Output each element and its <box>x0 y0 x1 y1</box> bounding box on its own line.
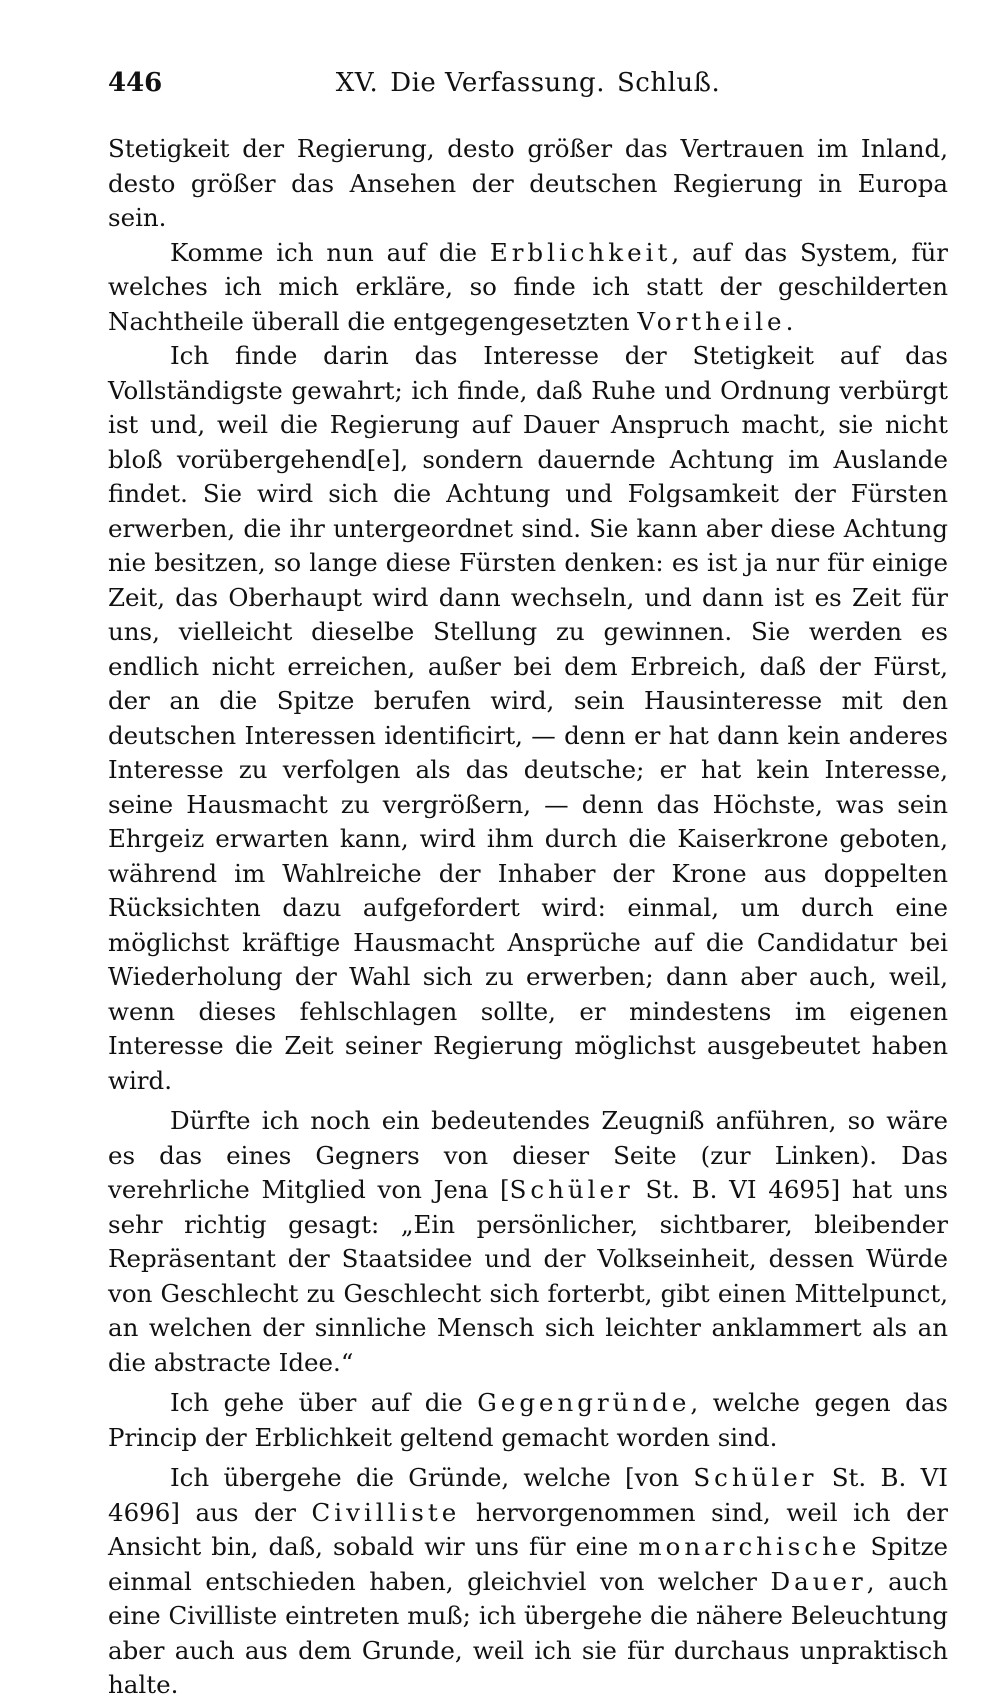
paragraph-text: , auch eine Civilliste eintreten muß; ich übergehe die nähere Beleuchtung aber auch aus dem Grunde, weil ich sie für durchaus unpraktisch halte. <box>108 1566 948 1699</box>
paragraph <box>108 132 948 236</box>
paragraph-text: Stetigkeit der Regierung, desto größer das Vertrauen im Inland, desto größer das Ansehen der deutschen Regierung in Europa sein. <box>108 134 948 232</box>
paragraph <box>108 1386 948 1455</box>
emphasized-text: Gegengründe <box>477 1388 691 1417</box>
paragraph <box>108 339 948 1098</box>
paragraph-text: . <box>785 306 794 336</box>
paragraph-text: St. B. VI 4696] aus der <box>108 1463 948 1527</box>
paragraph <box>108 236 948 340</box>
page-header <box>108 60 948 104</box>
paragraph-text: Ich finde darin das Interesse der Stetigkeit auf das Vollständigste gewahrt; ich finde, daß Ruhe und Ordnung verbürgt ist und, weil die Regierung auf Dauer Anspruch macht, sie nicht bloß vorübergehend[e], sondern dauernde Achtung im Auslande findet. Sie wird sich die Achtung und Folgsamkeit der Fürsten erwerben, die ihr untergeordnet sind. Sie kann aber diese Achtung nie besitzen, so lange diese Fürsten denken: es ist ja nur für einige Zeit, das Oberhaupt wird dann wechseln, und dann ist es Zeit für uns, vielleicht dieselbe Stellung zu gewinnen. Sie werden es endlich nicht erreichen, außer bei dem Erbreich, daß der Fürst, der an die Spitze berufen wird, sein Hausinteresse mit den deutschen Interessen identificirt, — denn er hat dann kein anderes Interesse zu verfolgen als das deutsche; er hat kein Interesse, seine Hausmacht zu vergrößern, — denn das Höchste, was sein Ehrgeiz erwarten kann, wird ihm durch die Kaiserkrone geboten, während im Wahlreiche der Inhaber der Krone aus doppelten Rücksichten dazu aufgefordert wird: einmal, um durch eine möglichst kräftige Hausmacht Ansprüche auf die Candidatur bei Wiederholung der Wahl sich zu erwerben; dann aber auch, weil, wenn dieses fehlschlagen sollte, er mindestens im eigenen Interesse die Zeit seiner Regierung möglichst ausgebeutet haben wird. <box>108 341 948 1095</box>
chapter-number: XV. <box>335 68 379 98</box>
paragraph-text: Ich gehe über auf die <box>170 1388 478 1417</box>
emphasized-text: Schüler <box>509 1175 634 1204</box>
page-number: 446 <box>108 68 163 98</box>
paragraph-text: Dürfte ich noch ein bedeutendes Zeugniß anführen, so wäre es das eines Gegners von dieser Seite (zur Linken). Das verehrliche Mitglied von Jena [ <box>108 1106 948 1204</box>
emphasized-text: Civilliste <box>311 1497 461 1527</box>
paragraph-text: hervorgenommen sind, weil ich der Ansicht bin, daß, sobald wir uns für eine <box>108 1497 948 1561</box>
running-head <box>108 68 948 98</box>
paragraph-text: Komme ich nun auf die <box>170 237 490 267</box>
chapter-title: Die Verfassung. <box>390 68 605 98</box>
paragraph-text: St. B. VI 4695] hat uns sehr richtig gesagt: „Ein persönlicher, sichtbarer, bleibender Repräsentant der Staatsidee und der Volkseinheit, dessen Würde von Geschlecht zu Geschlecht sich forterbt, gibt einen Mittelpunct, an welchen der sinnliche Mensch sich leichter anklammert als an die abstracte Idee.“ <box>108 1175 948 1377</box>
paragraph <box>108 1461 948 1703</box>
emphasized-text: monarchische <box>638 1532 861 1561</box>
paragraph-text: Ich übergehe die Gründe, welche [von <box>170 1463 694 1492</box>
emphasized-text: Erblichkeit <box>489 237 672 267</box>
chapter-subtitle: Schluß. <box>616 68 721 98</box>
paragraph-text: , auf das System, für welches ich mich erkläre, so finde ich statt der geschilderten Nachtheile überall die entgegengesetzten <box>108 237 948 336</box>
book-page <box>108 60 948 1703</box>
paragraph <box>108 1104 948 1380</box>
paragraph-text: , welche gegen das Princip der Erblichkeit geltend gemacht worden sind. <box>108 1388 948 1452</box>
body-text <box>108 132 948 1703</box>
paragraph-text: Spitze einmal entschieden haben, gleichviel von welcher <box>108 1532 948 1596</box>
emphasized-text: Schüler <box>693 1463 818 1492</box>
emphasized-text: Vortheile <box>637 306 786 336</box>
emphasized-text: Dauer <box>770 1566 867 1596</box>
